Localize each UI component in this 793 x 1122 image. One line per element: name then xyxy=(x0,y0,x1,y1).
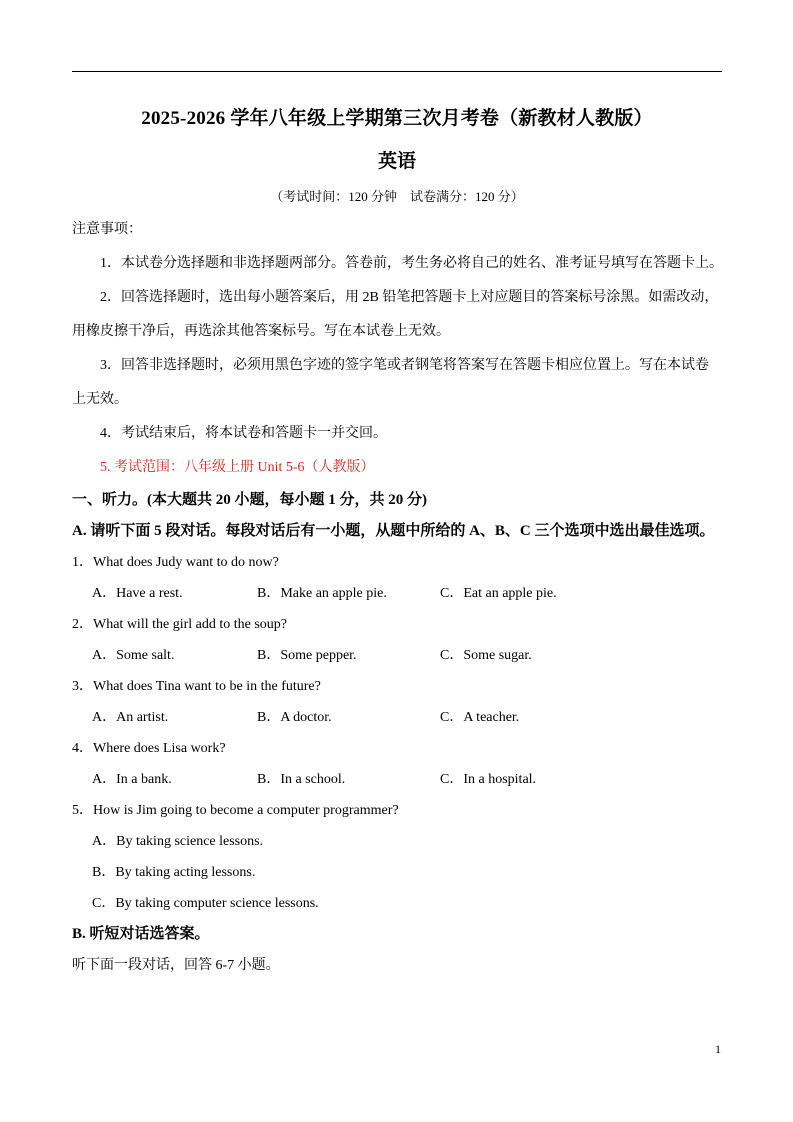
exam-title: 2025-2026 学年八年级上学期第三次月考卷（新教材人教版） xyxy=(141,108,653,129)
notice-item-4: 4．考试结束后，将本试卷和答题卡一并交回。 xyxy=(100,426,387,441)
document-body xyxy=(72,213,722,981)
option-a: A．Have a rest. xyxy=(92,586,183,601)
option-c: C．By taking computer science lessons. xyxy=(92,896,319,911)
exam-info: （考试时间：120 分钟 试卷满分：120 分） xyxy=(270,189,524,204)
option-c: C．A teacher. xyxy=(440,710,520,725)
part-b-instruction: 听下面一段对话，回答 6-7 小题。 xyxy=(72,958,280,973)
option-a: A．In a bank. xyxy=(92,772,172,787)
question-3-options xyxy=(72,702,722,733)
question-3: 3．What does Tina want to be in the future? xyxy=(72,679,321,694)
question-1: 1．What does Judy want to do now? xyxy=(72,555,279,570)
part-b-heading: B. 听短对话选答案。 xyxy=(72,926,210,942)
option-c: C．Eat an apple pie. xyxy=(440,586,557,601)
notice-item-5: 5. 考试范围：八年级上册 Unit 5-6（人教版） xyxy=(100,460,375,475)
part-a-instruction: A. 请听下面 5 段对话。每段对话后有一小题，从题中所给的 A、B、C 三个选项中选出最佳选项。 xyxy=(72,523,715,539)
question-5: 5．How is Jim going to become a computer programmer? xyxy=(72,803,399,818)
option-b: B．A doctor. xyxy=(257,710,332,725)
question-1-options xyxy=(72,578,722,609)
notice-item-2: 2．回答选择题时，选出每小题答案后，用 2B 铅笔把答题卡上对应题目的答案标号涂黑。如需改动，用橡皮擦干净后，再选涂其他答案标号。写在本试卷上无效。 xyxy=(72,290,719,339)
option-c: C．Some sugar. xyxy=(440,648,532,663)
notice-heading: 注意事项： xyxy=(72,222,142,237)
subject-title: 英语 xyxy=(377,151,416,172)
option-b: B．Some pepper. xyxy=(257,648,357,663)
option-b: B．By taking acting lessons. xyxy=(92,865,256,880)
top-rule xyxy=(72,71,722,72)
option-a: A．By taking science lessons. xyxy=(92,834,264,849)
question-2-options xyxy=(72,640,722,671)
question-4-options xyxy=(72,764,722,795)
notice-item-3: 3．回答非选择题时，必须用黑色字迹的签字笔或者钢笔将答案写在答题卡相应位置上。写在本试卷上无效。 xyxy=(72,358,709,407)
option-b: B．In a school. xyxy=(257,772,346,787)
option-c: C．In a hospital. xyxy=(440,772,537,787)
section-1-heading: 一、听力。(本大题共 20 小题，每小题 1 分，共 20 分) xyxy=(72,492,427,508)
option-a: A．An artist. xyxy=(92,710,169,725)
question-2: 2．What will the girl add to the soup? xyxy=(72,617,288,632)
option-a: A．Some salt. xyxy=(92,648,175,663)
notice-item-1: 1．本试卷分选择题和非选择题两部分。答卷前，考生务必将自己的姓名、准考证号填写在答题卡上。 xyxy=(100,256,723,271)
option-b: B．Make an apple pie. xyxy=(257,586,387,601)
question-4: 4．Where does Lisa work? xyxy=(72,741,226,756)
page-number: 1 xyxy=(715,1042,721,1056)
